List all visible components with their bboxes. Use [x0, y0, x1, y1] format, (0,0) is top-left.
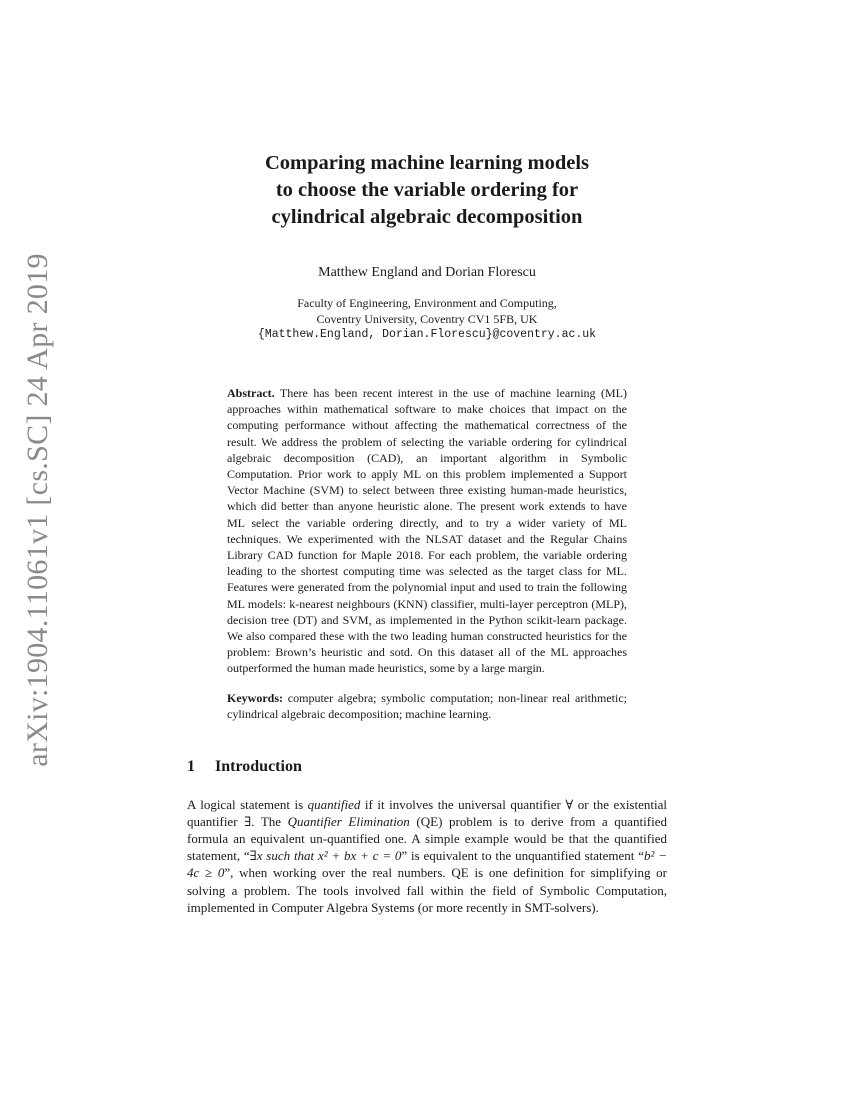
keywords-label: Keywords:	[227, 690, 283, 705]
introduction-paragraph	[187, 796, 667, 916]
affiliation-line-2: Coventry University, Coventry CV1 5FB, UK	[316, 312, 538, 326]
intro-text-2: if it involves the universal quantifier ∀ or the existential quantifier ∃. The	[187, 797, 667, 830]
intro-text-5: ”, when working over the real numbers. QE is one definition for simplifying or solving a problem. The tools involved fall within the field of Symbolic Computation, implemented in Computer Algebra Systems (or more recently in SMT-solvers).	[187, 865, 667, 915]
arxiv-identifier-stamp: arXiv:1904.11061v1 [cs.SC] 24 Apr 2019	[21, 253, 54, 767]
title-line-3: cylindrical algebraic decomposition	[271, 206, 583, 228]
affiliation-block	[187, 295, 667, 343]
keywords	[227, 690, 627, 722]
section-heading-introduction	[187, 758, 667, 776]
title-line-1: Comparing machine learning models	[264, 152, 590, 174]
paper-page	[187, 150, 667, 916]
affiliation-line-1: Faculty of Engineering, Environment and Computing,	[297, 296, 557, 310]
title-line-2: to choose the variable ordering for	[275, 179, 579, 201]
intro-term-quantifier-elimination: Quantifier Elimination	[287, 814, 410, 830]
intro-text-3: (QE) problem is to derive from a quantified formula an equivalent un-quantified one. A simple example would be that the quantified statement, “	[187, 814, 667, 864]
intro-text-4: ” is equivalent to the unquantified statement “	[401, 848, 645, 864]
paper-title	[187, 150, 667, 231]
section-title: Introduction	[215, 758, 302, 776]
intro-formula-unquantified: b² − 4c ≥ 0	[187, 848, 668, 881]
abstract	[227, 385, 627, 677]
intro-formula-quantified: ∃x such that x² + bx + c = 0	[249, 848, 402, 864]
abstract-label: Abstract.	[227, 386, 275, 400]
intro-term-quantified: quantified	[307, 797, 361, 813]
intro-text-1: A logical statement is	[187, 797, 308, 813]
author-emails: {Matthew.England, Dorian.Florescu}@coventry.ac.uk	[257, 328, 597, 341]
author-list: Matthew England and Dorian Florescu	[318, 265, 536, 280]
keywords-text: computer algebra; symbolic computation; non-linear real arithmetic; cylindrical algebraic decomposition; machine learning.	[227, 690, 627, 721]
section-number: 1	[187, 758, 195, 776]
abstract-text: There has been recent interest in the use of machine learning (ML) approaches within mathematical software to make choices that impact on the computing performance without affecting the mathematical correctness of the result. We address the problem of selecting the variable ordering for cylindrical algebraic decomposition (CAD), an important algorithm in Symbolic Computation. Prior work to apply ML on this problem implemented a Support Vector Machine (SVM) to select between three existing human-made heuristics, which did better than anyone heuristic alone. The present work extends to have ML select the variable ordering directly, and to try a wider variety of ML techniques. We experimented with the NLSAT dataset and the Regular Chains Library CAD function for Maple 2018. For each problem, the variable ordering leading to the shortest computing time was selected as the target class for ML. Features were generated from the polynomial input and used to train the following ML models: k-nearest neighbours (KNN) classifier, multi-layer perceptron (MLP), decision tree (DT) and SVM, as implemented in the Python scikit-learn package. We also compared these with the two leading human constructed heuristics for the problem: Brown’s heuristic and sotd. On this dataset all of the ML approaches outperformed the human made heuristics, some by a large margin.	[227, 386, 627, 676]
